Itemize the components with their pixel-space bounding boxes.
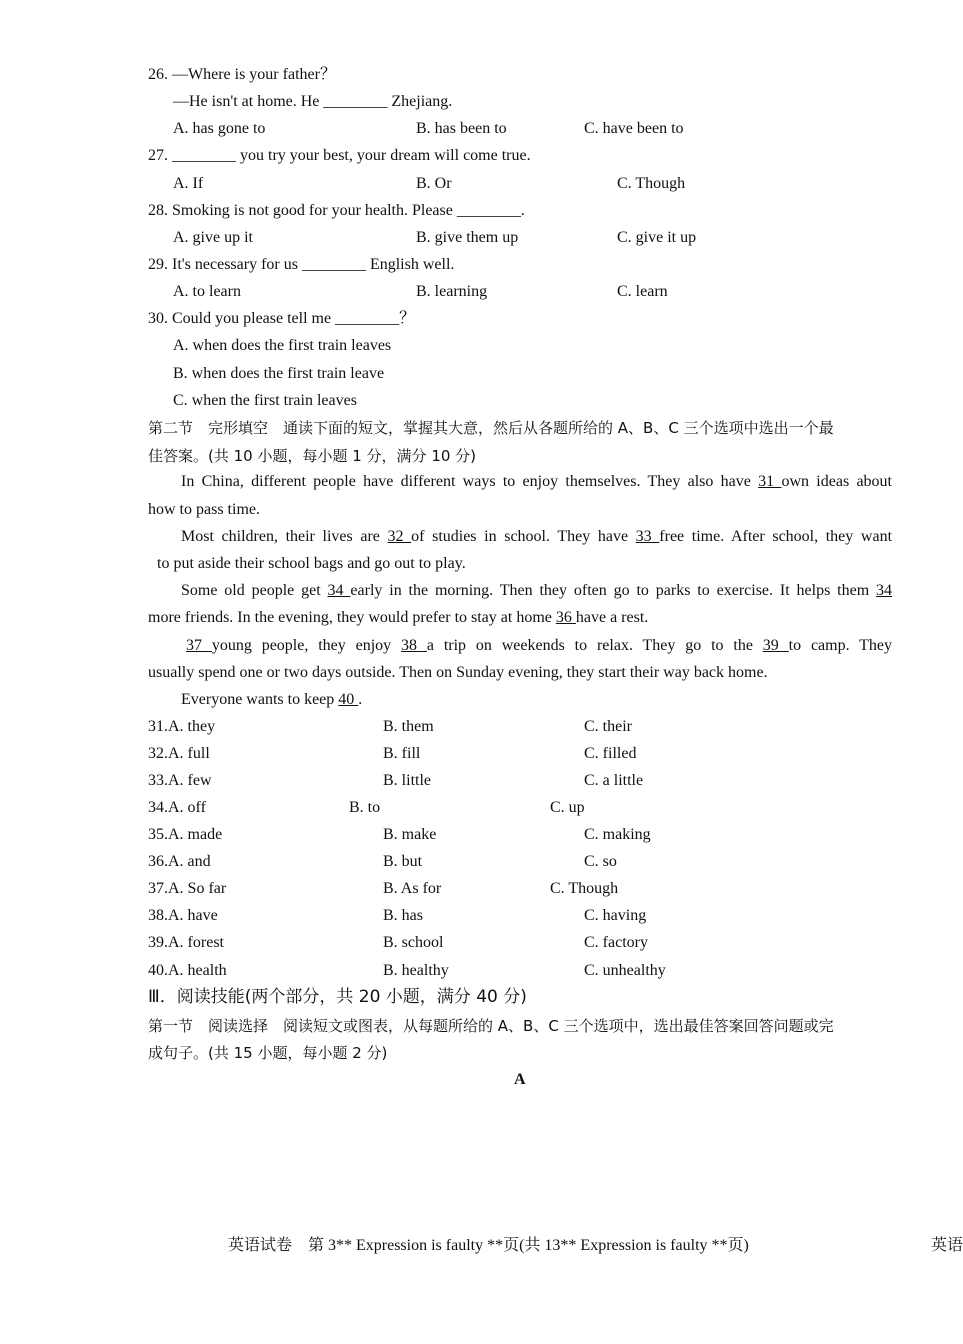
question-stem: 28. Smoking is not good for your health. Please ________. [148,202,525,219]
option-b: B. healthy [383,962,449,979]
cloze-paragraph-4: 37 young people, they enjoy 38 a trip on weekends to relax. They go to the 39 to camp. They [186,637,893,654]
cloze-paragraph-3: Some old people get 34 early in the morning. Then they often go to parks to exercise. It helps them 34 [181,582,893,599]
option-c: C. Though [617,175,686,192]
option-a: 33.A. few [148,772,212,789]
blank-40: 40 [338,691,359,708]
option-c: C. having [584,907,647,924]
cloze-heading: 第二节 完形填空 通读下面的短文，掌握其大意，然后从各题所给的 A、B、C 三个选项中选出一个最 [148,419,834,437]
option-b: B. learning [416,283,488,300]
cloze-paragraph-1-cont: how to pass time. [148,501,260,518]
option-a: 39.A. forest [148,934,224,951]
page-footer: 英语试卷 第 3** Expression is faulty **页(共 13** Expression is faulty **页) [228,1237,749,1254]
option-c: C. filled [584,745,637,762]
blank-36: 36 [555,609,576,626]
option-b: B. school [383,934,444,951]
question-stem: 26. —Where is your father？ [148,66,336,83]
option-c: C. learn [617,283,668,300]
cloze-heading-cont: 佳答案。(共 10 小题，每小题 1 分，满分 10 分) [148,447,477,465]
section-title: Ⅲ．阅读技能(两个部分，共 20 小题，满分 40 分) [148,987,527,1007]
blank-35: 34 [876,582,893,599]
option-c: C. so [584,853,617,870]
option-a: 40.A. health [148,962,227,979]
page-footer-overflow: 英语 [931,1237,963,1254]
option-a: A. when does the first train leaves [173,337,392,354]
option-b: B. As for [383,880,442,897]
question-stem: 27. ________ you try your best, your dream will come true. [148,147,531,164]
blank-32: 32 [387,528,412,545]
cloze-paragraph-5: Everyone wants to keep 40 . [181,691,363,708]
option-b: B. to [349,799,381,816]
option-c: C. have been to [584,120,684,137]
option-a: 35.A. made [148,826,223,843]
option-a: 34.A. off [148,799,206,816]
option-a: 31.A. they [148,718,216,735]
option-c: C. when the first train leaves [173,392,357,409]
cloze-paragraph-1: In China, different people have different ways to enjoy themselves. They also have 31 own ideas about [181,473,892,490]
option-c: C. Though [550,880,619,897]
cloze-paragraph-2-cont: to put aside their school bags and go out to play. [157,555,466,572]
option-c: C. their [584,718,632,735]
option-c: C. unhealthy [584,962,666,979]
question-stem: 30. Could you please tell me ________？ [148,310,416,327]
option-b: B. fill [383,745,421,762]
option-c: C. up [550,799,585,816]
blank-38: 38 [401,637,427,654]
reading-heading-cont: 成句子。(共 15 小题，每小题 2 分) [148,1044,388,1062]
reading-heading: 第一节 阅读选择 阅读短文或图表，从每题所给的 A、B、C 三个选项中，选出最佳答案回答问题或完 [148,1017,834,1035]
option-c: C. give it up [617,229,697,246]
option-c: C. factory [584,934,648,951]
option-c: C. a little [584,772,644,789]
option-a: 38.A. have [148,907,218,924]
blank-37: 37 [186,637,212,654]
option-a: A. give up it [173,229,253,246]
option-a: A. has gone to [173,120,266,137]
blank-31: 31 [758,473,782,490]
cloze-paragraph-2: Most children, their lives are 32 of studies in school. They have 33 free time. After school, they want [181,528,893,545]
option-a: 32.A. full [148,745,210,762]
option-b: B. Or [416,175,452,192]
option-c: C. making [584,826,651,843]
blank-34: 34 [327,582,351,599]
passage-label: A [514,1071,526,1088]
option-b: B. give them up [416,229,519,246]
option-a: 37.A. So far [148,880,227,897]
option-b: B. but [383,853,423,870]
option-a: 36.A. and [148,853,211,870]
option-a: A. to learn [173,283,241,300]
option-b: B. them [383,718,434,735]
blank-33: 33 [635,528,660,545]
question-stem-reply: —He isn't at home. He ________ Zhejiang. [173,93,453,110]
option-b: B. make [383,826,437,843]
option-b: B. has [383,907,423,924]
option-b: B. little [383,772,431,789]
cloze-paragraph-3-cont: more friends. In the evening, they would prefer to stay at home 36 have a rest. [148,609,649,626]
blank-39: 39 [762,637,789,654]
question-stem: 29. It's necessary for us ________ English well. [148,256,455,273]
option-b: B. when does the first train leave [173,365,385,382]
option-a: A. If [173,175,204,192]
cloze-paragraph-4-cont: usually spend one or two days outside. Then on Sunday evening, they start their way back home. [148,664,768,681]
option-b: B. has been to [416,120,507,137]
